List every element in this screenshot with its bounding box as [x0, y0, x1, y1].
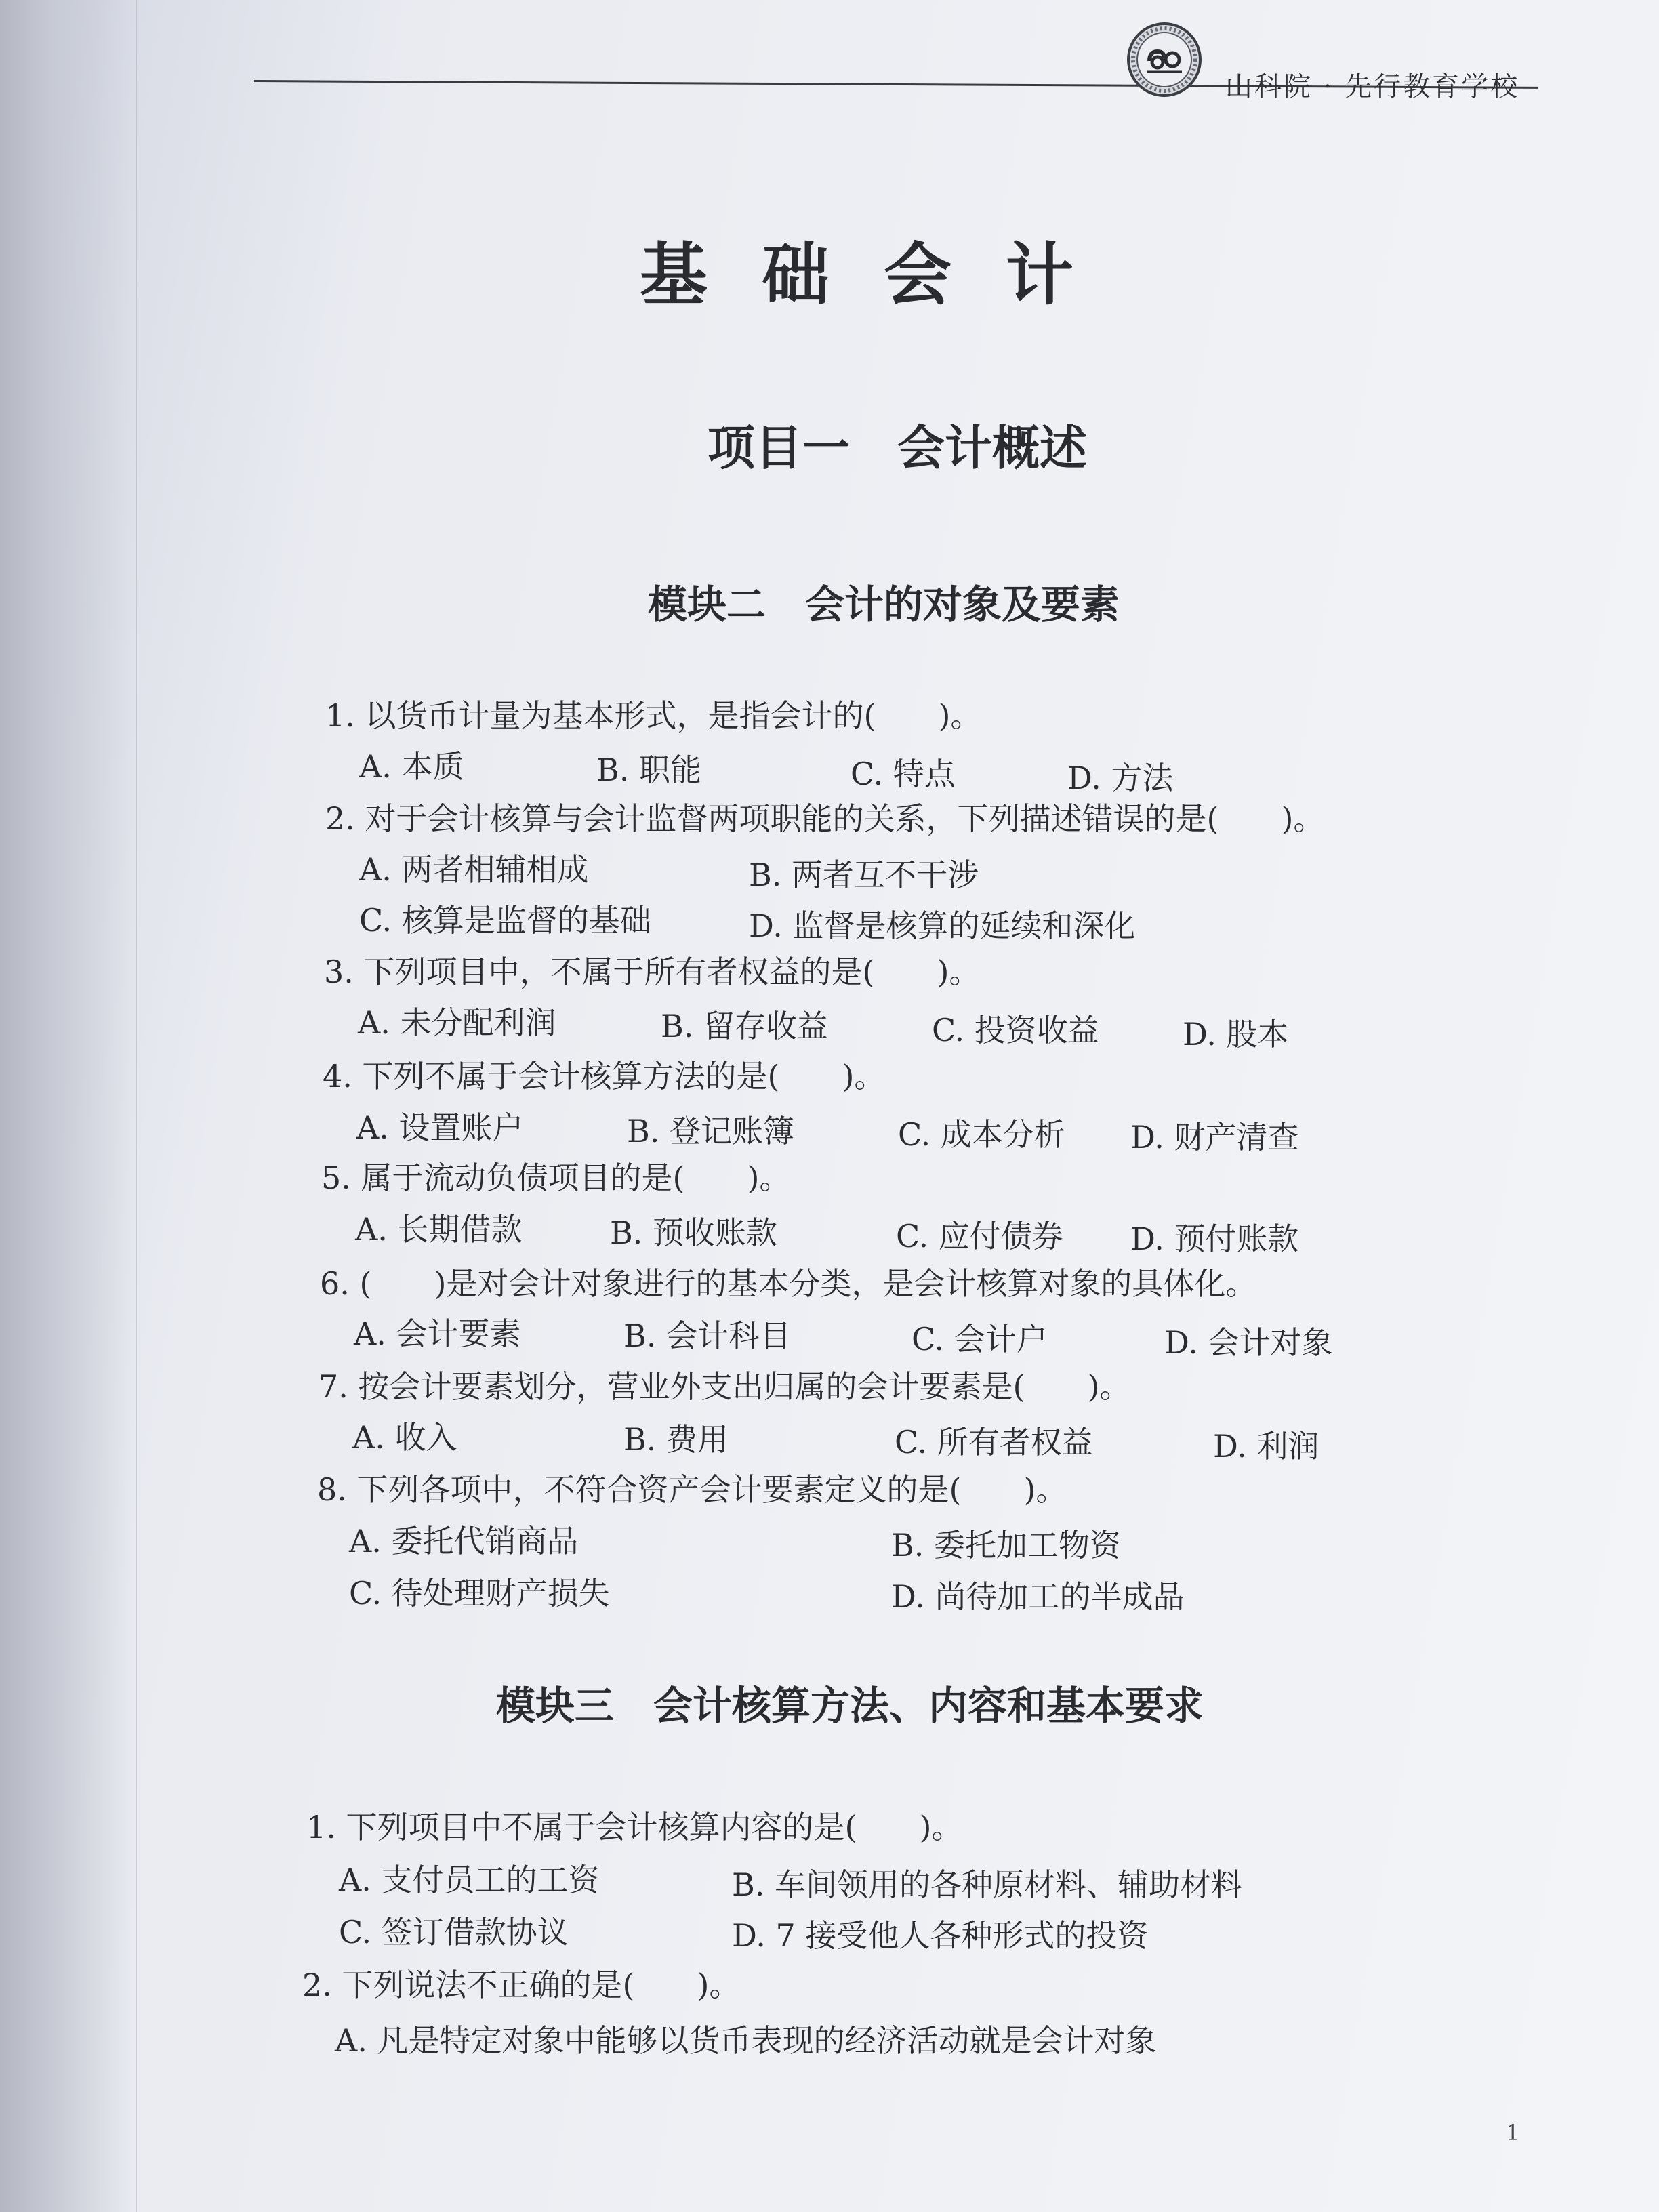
option: C. 会计户 [912, 1321, 1048, 1357]
option: A. 凡是特定对象中能够以货币表现的经济活动就是会计对象 [335, 2022, 1157, 2059]
option: B. 委托加工物资 [891, 1527, 1122, 1563]
option: A. 会计要素 [354, 1315, 521, 1352]
option: A. 本质 [359, 748, 464, 785]
option: C. 成本分析 [898, 1116, 1065, 1153]
option: D. 利润 [1213, 1428, 1319, 1465]
option: A. 长期借款 [355, 1211, 523, 1248]
option: B. 费用 [623, 1421, 729, 1458]
option: B. 职能 [596, 752, 702, 788]
book-title: 基础会计 [640, 235, 1128, 314]
option: D. 尚待加工的半成品 [891, 1578, 1185, 1615]
option: C. 签订借款协议 [339, 1914, 569, 1950]
option: A. 收入 [352, 1419, 457, 1456]
option: B. 预收账款 [610, 1214, 778, 1251]
option: D. 股本 [1183, 1016, 1289, 1052]
option: D. 财产清查 [1130, 1119, 1299, 1155]
question-stem: 2. 下列说法不正确的是( )。 [302, 1967, 741, 2003]
question-stem: 2. 对于会计核算与会计监督两项职能的关系，下列描述错误的是( )。 [325, 800, 1325, 837]
option: C. 核算是监督的基础 [359, 902, 651, 939]
option: C. 所有者权益 [895, 1424, 1093, 1460]
question-stem: 8. 下列各项中，不符合资产会计要素定义的是( )。 [317, 1471, 1067, 1508]
option: D. 7 接受他人各种形式的投资 [732, 1917, 1149, 1954]
question-stem: 3. 下列项目中，不属于所有者权益的是( )。 [324, 954, 981, 990]
page-number: 1 [1506, 2120, 1520, 2146]
option: B. 车间领用的各种原材料、辅助材料 [732, 1866, 1243, 1903]
option: B. 会计科目 [623, 1317, 792, 1354]
module-title: 模块二 会计的对象及要素 [647, 581, 1120, 628]
option: B. 留存收益 [661, 1008, 829, 1044]
option: B. 登记账簿 [627, 1113, 795, 1149]
option: A. 支付员工的工资 [339, 1862, 600, 1898]
question-stem: 7. 按会计要素划分，营业外支出归属的会计要素是( )。 [319, 1368, 1131, 1405]
school-logo-icon [1126, 22, 1202, 98]
question-stem: 6. ( )是对会计对象进行的基本分类，是会计核算对象的具体化。 [320, 1265, 1257, 1302]
option: D. 会计对象 [1164, 1324, 1333, 1361]
option: B. 两者互不干涉 [749, 857, 979, 893]
option: C. 特点 [851, 756, 956, 792]
option: D. 预付账款 [1130, 1221, 1299, 1257]
option: C. 应付债券 [896, 1218, 1063, 1254]
header-school-name: 山科院 · 先行教育学校 [1225, 71, 1520, 102]
previous-page-edge [0, 0, 137, 2212]
module-title: 模块三 会计核算方法、内容和基本要求 [495, 1683, 1204, 1729]
question-stem: 1. 下列项目中不属于会计核算内容的是( )。 [306, 1809, 963, 1845]
option: C. 待处理财产损失 [349, 1575, 610, 1612]
question-stem: 4. 下列不属于会计核算方法的是( )。 [323, 1058, 886, 1094]
project-title: 项目一 会计概述 [708, 420, 1087, 476]
option: A. 未分配利润 [358, 1004, 556, 1041]
option: D. 监督是核算的延续和深化 [749, 907, 1136, 944]
option: A. 委托代销商品 [349, 1523, 579, 1559]
question-stem: 5. 属于流动负债项目的是( )。 [321, 1160, 791, 1196]
question-stem: 1. 以货币计量为基本形式，是指会计的( )。 [325, 697, 982, 734]
option: D. 方法 [1067, 760, 1174, 796]
option: C. 投资收益 [932, 1012, 1099, 1048]
option: A. 设置账户 [356, 1109, 524, 1146]
option: A. 两者相辅相成 [359, 851, 589, 888]
